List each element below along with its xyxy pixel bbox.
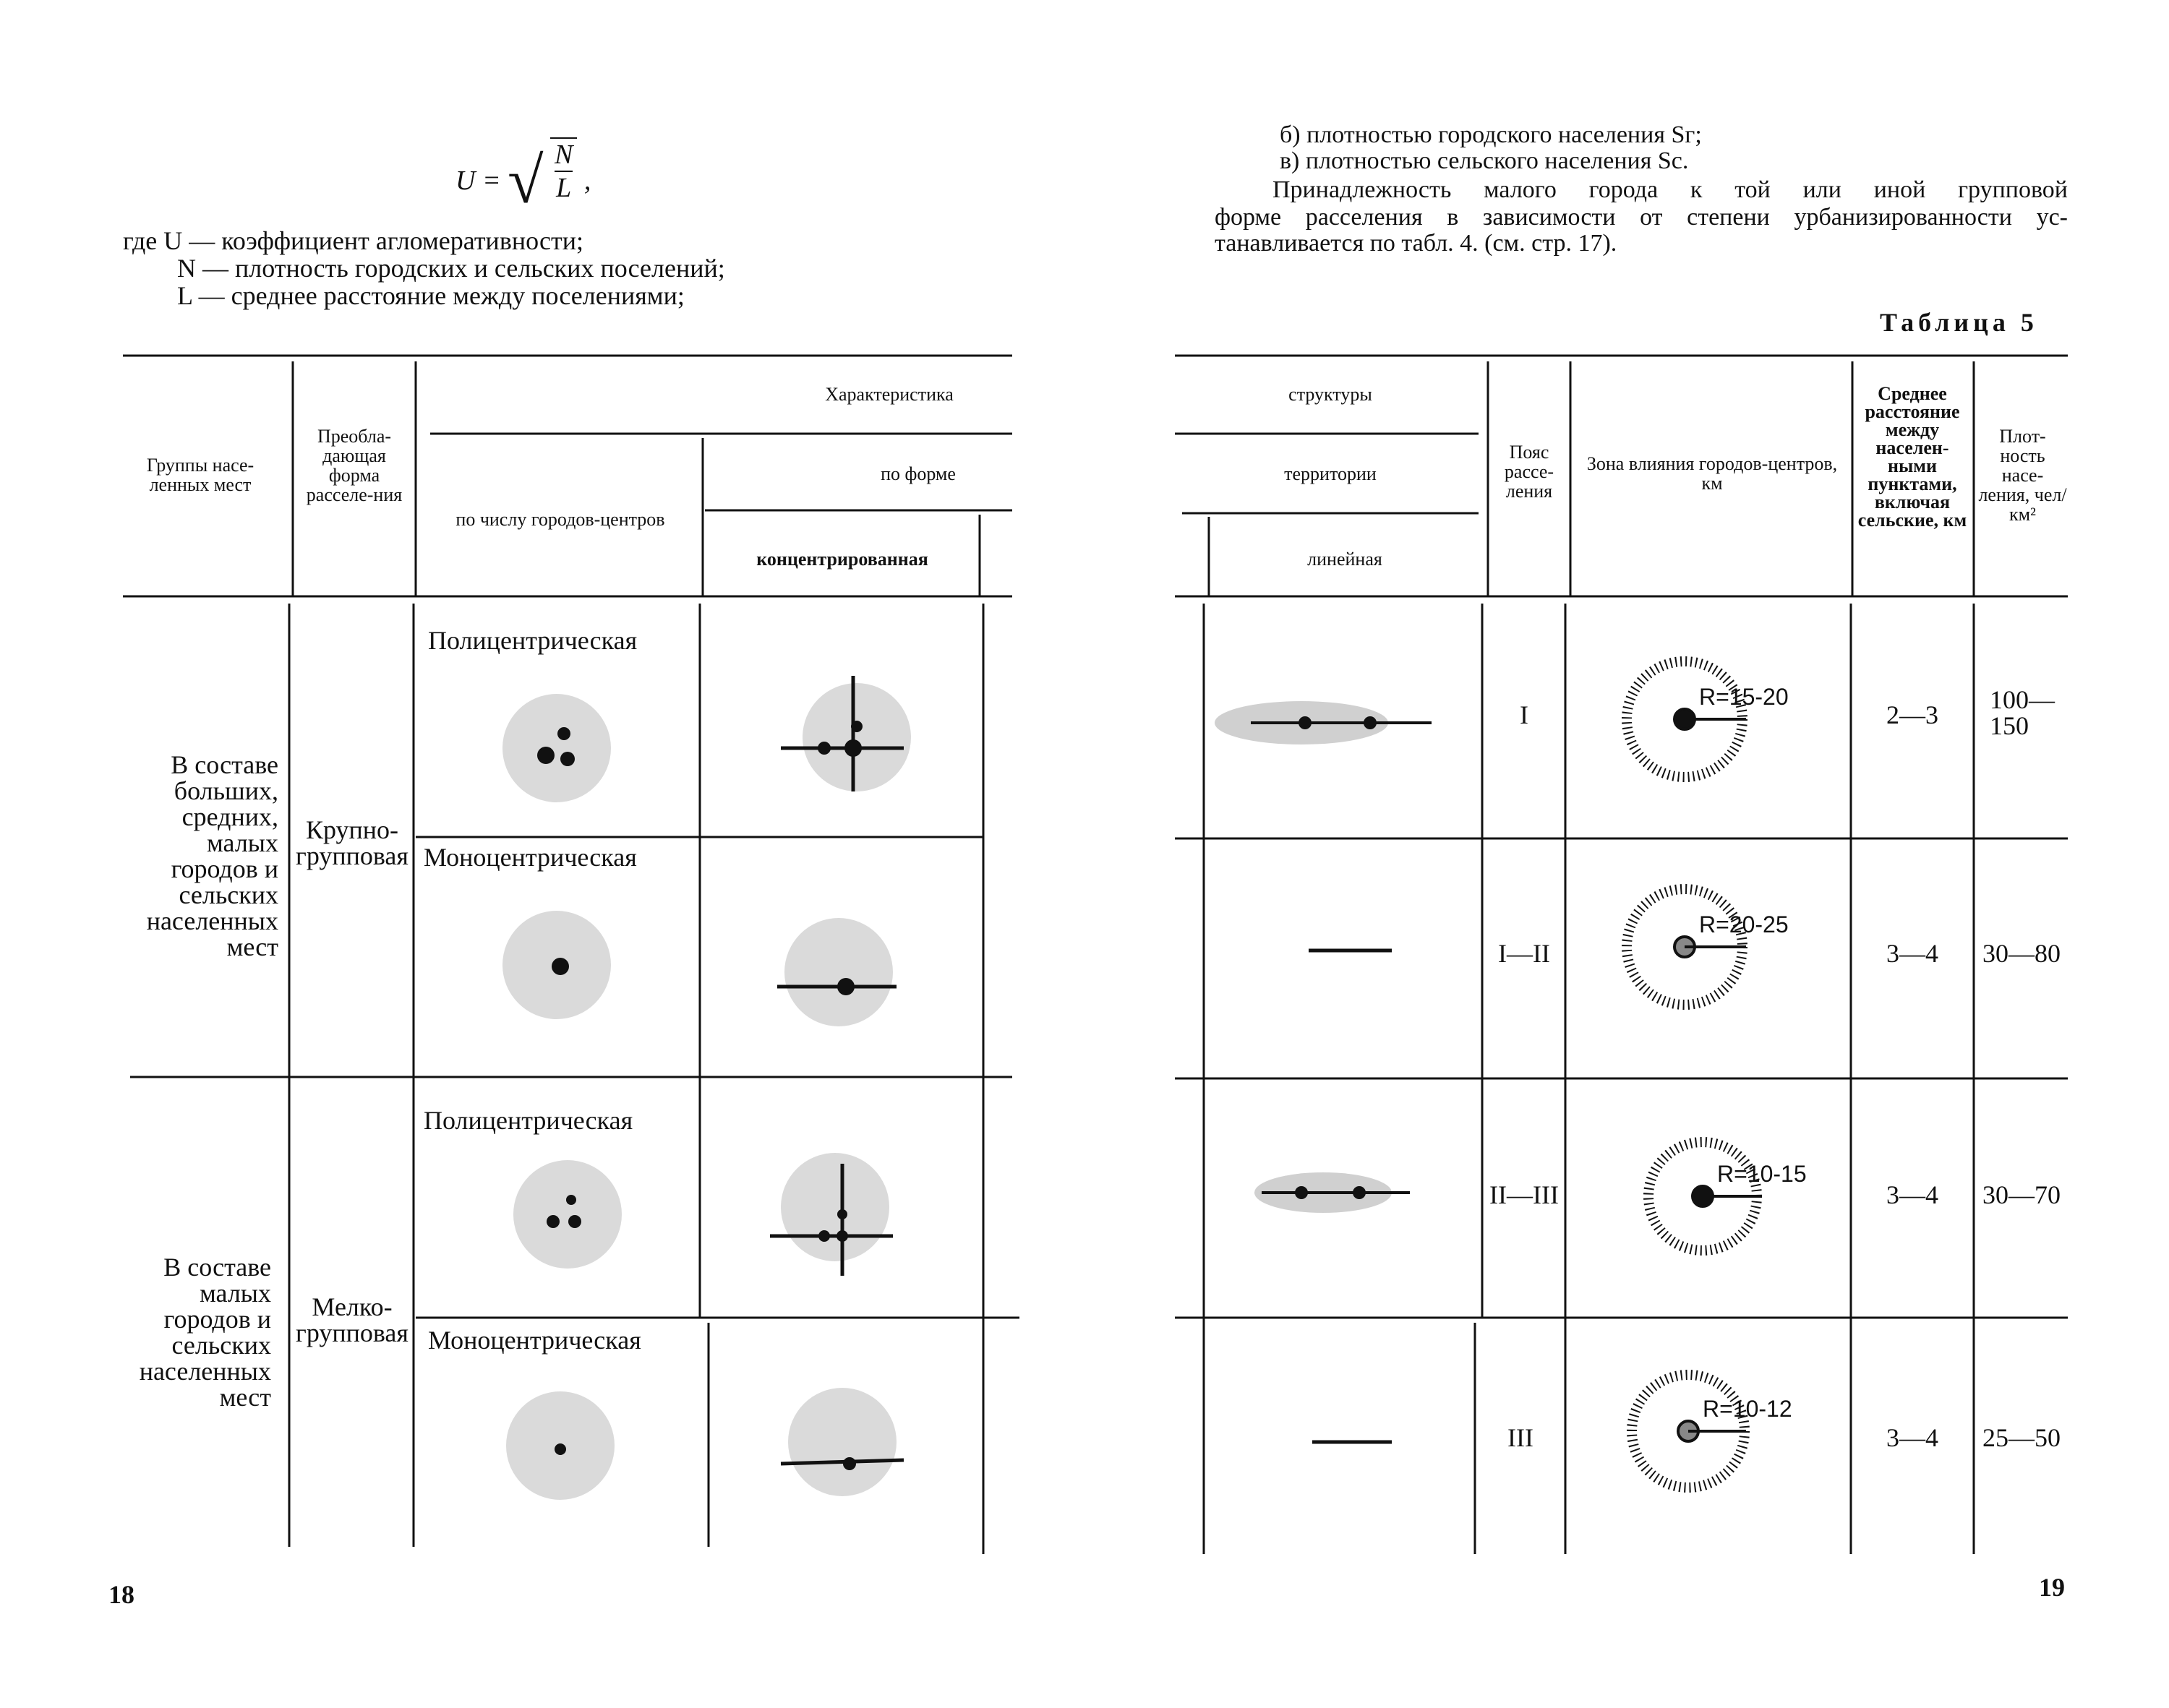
radius-label-4: R=10-12	[1703, 1396, 1792, 1422]
type-poly-2: Полицентрическая	[424, 1106, 633, 1135]
density-2: 30—80	[1982, 939, 2061, 968]
radius-label-1: R=15-20	[1699, 684, 1789, 710]
form-2: Мелко-групповая	[296, 1292, 408, 1347]
text-paragraph-1: Принадлежность малого города к той или иной групповой	[1272, 176, 2068, 203]
page-number-left: 18	[108, 1580, 134, 1609]
belt-3: II—III	[1489, 1180, 1559, 1209]
belt-4: III	[1507, 1423, 1533, 1452]
form-1: Крупно-групповая	[296, 815, 408, 870]
page-number-right: 19	[2039, 1573, 2065, 1602]
header-characteristic: Характеристика	[825, 384, 954, 405]
type-mono-2: Моноцентрическая	[428, 1326, 641, 1355]
density-4: 25—50	[1982, 1423, 2061, 1452]
text-line-v: в) плотностью сельского населения Sс.	[1280, 147, 1689, 174]
header-territory: территории	[1284, 463, 1377, 484]
belt-1: I	[1520, 700, 1528, 729]
header-linear: линейная	[1307, 549, 1382, 570]
text-line-b: б) плотностью городского населения Sг;	[1280, 121, 1702, 148]
header-groups: Группы насе-ленных мест	[146, 455, 254, 495]
type-mono-1: Моноцентрическая	[424, 843, 637, 872]
legend-n: N — плотность городских и сельских поселений;	[177, 254, 725, 283]
formula-lhs: U =	[455, 166, 501, 196]
group-1: В составе больших, средних, малых городов и сельских населенных мест	[146, 750, 278, 961]
radius-label-2: R=20-25	[1699, 911, 1789, 937]
formula-numerator: N	[555, 139, 573, 172]
formula-comma: ,	[583, 166, 591, 196]
header-density: Плот-ность насе-ления, чел/км²	[1978, 426, 2067, 525]
belt-2: I—II	[1498, 939, 1550, 968]
header-zone: Зона влияния городов-центров, км	[1586, 453, 1838, 494]
distance-1: 2—3	[1886, 700, 1938, 729]
header-distance: Среднее расстояние между населен-ными пунктами, включая сельские, км	[1857, 383, 1967, 531]
radius-label-3: R=10-15	[1717, 1161, 1807, 1187]
type-poly-1: Полицентрическая	[428, 626, 638, 655]
header-by-form: по форме	[881, 463, 956, 484]
header-form: Преобла-дающая форма расселе-ния	[306, 426, 403, 505]
distance-4: 3—4	[1886, 1423, 1938, 1452]
density-1: 100—150	[1990, 685, 2055, 740]
header-structure: структуры	[1288, 384, 1372, 405]
formula: U = √ $\frac{N}{L}$ ,	[455, 137, 591, 218]
table-caption: Таблица 5	[1880, 308, 2038, 337]
density-3: 30—70	[1982, 1180, 2061, 1209]
header-belt: Пояс рассе-ления	[1504, 442, 1554, 502]
formula-denominator: L	[556, 173, 572, 203]
text-paragraph-3: танавливается по табл. 4. (см. стр. 17).	[1215, 230, 1617, 257]
legend-l: L — среднее расстояние между поселениями;	[177, 281, 685, 310]
group-2: В составе малых городов и сельских населенных мест	[139, 1253, 271, 1412]
header-concentrated: концентрированная	[756, 549, 928, 570]
legend-u: где U — коэффициент агломеративности;	[123, 226, 583, 255]
header-by-centers: по числу городов-центров	[455, 509, 665, 530]
distance-3: 3—4	[1886, 1180, 1938, 1209]
distance-2: 3—4	[1886, 939, 1938, 968]
text-paragraph-2: форме расселения в зависимости от степени урбанизированности ус-	[1215, 204, 2068, 231]
